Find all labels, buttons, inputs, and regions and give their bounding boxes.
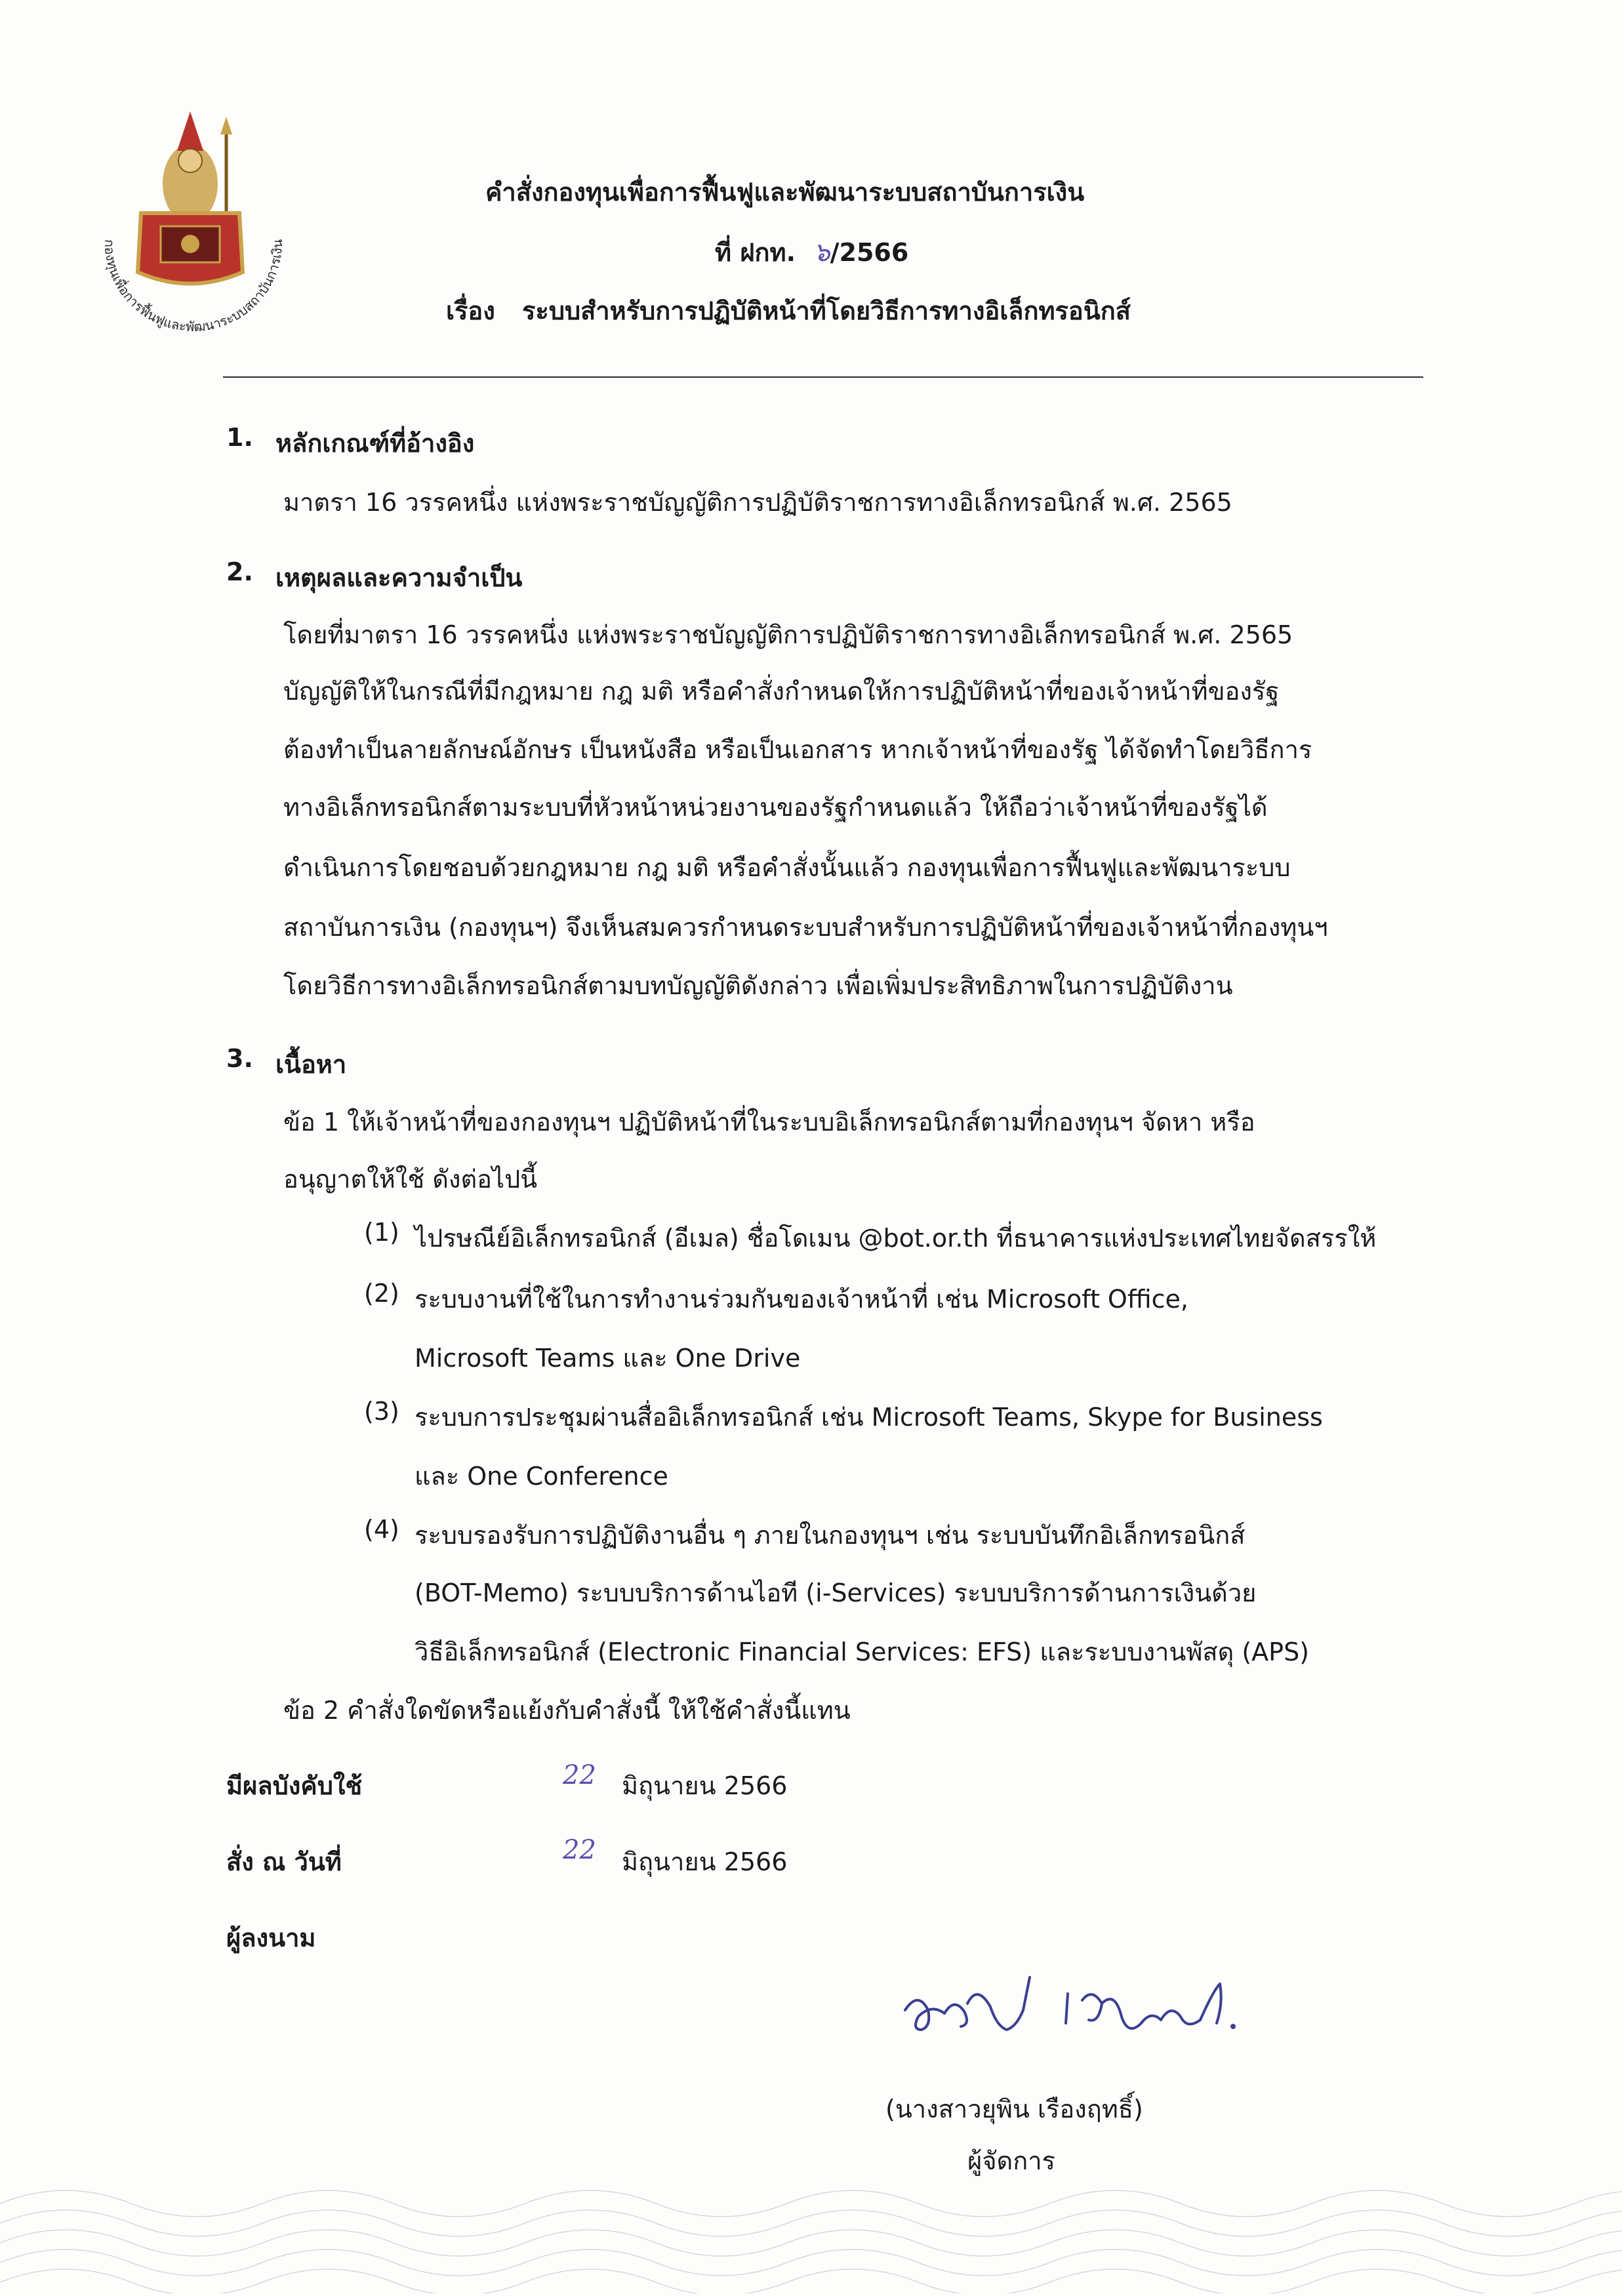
ordered-day-handwritten: 22 [563,1835,596,1865]
item-2-line-2: Microsoft Teams และ One Drive [415,1344,801,1373]
item-1-number: (1) [364,1218,399,1247]
section1-heading: หลักเกณฑ์ที่อ้างอิง [275,429,475,458]
section3-heading: เนื้อหา [275,1050,347,1079]
signer-title: ผู้จัดการ [967,2146,1055,2175]
ordered-month-year: มิถุนายน 2566 [622,1847,788,1876]
royal-seal-emblem-icon [79,98,302,334]
section1-line-1: มาตรา 16 วรรคหนึ่ง แห่งพระราชบัญญัติการปฏิบัติราชการทางอิเล็กทรอนิกส์ พ.ศ. 2565 [283,488,1232,517]
section1-number: 1. [226,423,253,452]
section2-line-6: สถาบันการเงิน (กองทุนฯ) จึงเห็นสมควรกำหนดระบบสำหรับการปฏิบัติหน้าที่ของเจ้าหน้าที่กองทุนฯ [283,913,1328,942]
header-divider [223,376,1423,378]
order-number-suffix: /2566 [830,238,909,267]
signer-name: (นางสาวยุพิน เรืองฤทธิ์) [885,2095,1143,2124]
section2-line-7: โดยวิธีการทางอิเล็กทรอนิกส์ตามบทบัญญัติดังกล่าว เพื่อเพิ่มประสิทธิภาพในการปฏิบัติงาน [283,971,1233,1000]
section2-line-4: ทางอิเล็กทรอนิกส์ตามระบบที่หัวหน้าหน่วยงานของรัฐกำหนดแล้ว ให้ถือว่าเจ้าหน้าที่ของรัฐได้ [283,793,1268,822]
item-3-line-2: และ One Conference [415,1462,668,1491]
item-4-line-1: ระบบรองรับการปฏิบัติงานอื่น ๆ ภายในกองทุนฯ เช่น ระบบบันทึกอิเล็กทรอนิกส์ [415,1521,1246,1550]
subject-label: เรื่อง [446,296,495,325]
order-number-handwritten: ๖ [813,237,830,268]
item-2-line-1: ระบบงานที่ใช้ในการทำงานร่วมกันของเจ้าหน้าที่ เช่น Microsoft Office, [415,1285,1188,1314]
order-title: คำสั่งกองทุนเพื่อการฟื้นฟูและพัฒนาระบบสถาบันการเงิน [485,178,1085,207]
effective-day-handwritten: 22 [563,1760,596,1790]
decorative-guilloche-pattern [0,2164,1622,2293]
section2-line-1: โดยที่มาตรา 16 วรรคหนึ่ง แห่งพระราชบัญญัติการปฏิบัติราชการทางอิเล็กทรอนิกส์ พ.ศ. 2565 [283,620,1293,649]
subject-text: ระบบสำหรับการปฏิบัติหน้าที่โดยวิธีการทางอิเล็กทรอนิกส์ [522,296,1131,325]
section2-line-2: บัญญัติให้ในกรณีที่มีกฎหมาย กฎ มติ หรือคำสั่งกำหนดให้การปฏิบัติหน้าที่ของเจ้าหน้าที่ของรัฐ [283,677,1280,706]
item-2-number: (2) [364,1279,399,1308]
section2-heading: เหตุผลและความจำเป็น [275,563,523,592]
ordered-label: สั่ง ณ วันที่ [226,1847,342,1876]
signer-label: ผู้ลงนาม [226,1923,316,1952]
item-4-line-2: (BOT-Memo) ระบบบริการด้านไอที (i-Services) ระบบบริการด้านการเงินด้วย [415,1579,1257,1607]
clause1-line-2: อนุญาตให้ใช้ ดังต่อไปนี้ [283,1165,538,1194]
item-4-number: (4) [364,1515,399,1544]
order-subject [446,291,1131,331]
section2-line-5: ดำเนินการโดยชอบด้วยกฎหมาย กฎ มติ หรือคำสั่งนั้นแล้ว กองทุนเพื่อการฟื้นฟูและพัฒนาระบบ [283,853,1291,882]
seal-text: กองทุนเพื่อการฟื้นฟูและพัฒนาระบบสถาบันการเงิน [101,239,286,334]
clause1-line-1: ข้อ 1 ให้เจ้าหน้าที่ของกองทุนฯ ปฏิบัติหน้าที่ในระบบอิเล็กทรอนิกส์ตามที่กองทุนฯ จัดหา หรือ [283,1108,1255,1137]
signature-image [892,1964,1259,2056]
section3-number: 3. [226,1044,253,1073]
item-1-line-1: ไปรษณีย์อิเล็กทรอนิกส์ (อีเมล) ชื่อโดเมน @bot.or.th ที่ธนาคารแห่งประเทศไทยจัดสรรให้ [415,1224,1377,1253]
item-4-line-3: วิธีอิเล็กทรอนิกส์ (Electronic Financial Services: EFS) และระบบงานพัสดุ (APS) [415,1638,1310,1666]
order-number [715,231,908,273]
effective-label: มีผลบังคับใช้ [226,1771,363,1800]
section2-number: 2. [226,557,253,586]
order-number-prefix: ที่ ฝกท. [715,238,796,267]
clause2: ข้อ 2 คำสั่งใดขัดหรือแย้งกับคำสั่งนี้ ให้ใช้คำสั่งนี้แทน [283,1696,851,1725]
section2-line-3: ต้องทำเป็นลายลักษณ์อักษร เป็นหนังสือ หรือเป็นเอกสาร หากเจ้าหน้าที่ของรัฐ ได้จัดทำโดยวิธีการ [283,735,1312,764]
item-3-number: (3) [364,1397,399,1426]
item-3-line-1: ระบบการประชุมผ่านสื่ออิเล็กทรอนิกส์ เช่น Microsoft Teams, Skype for Business [415,1403,1323,1432]
effective-month-year: มิถุนายน 2566 [622,1771,788,1800]
